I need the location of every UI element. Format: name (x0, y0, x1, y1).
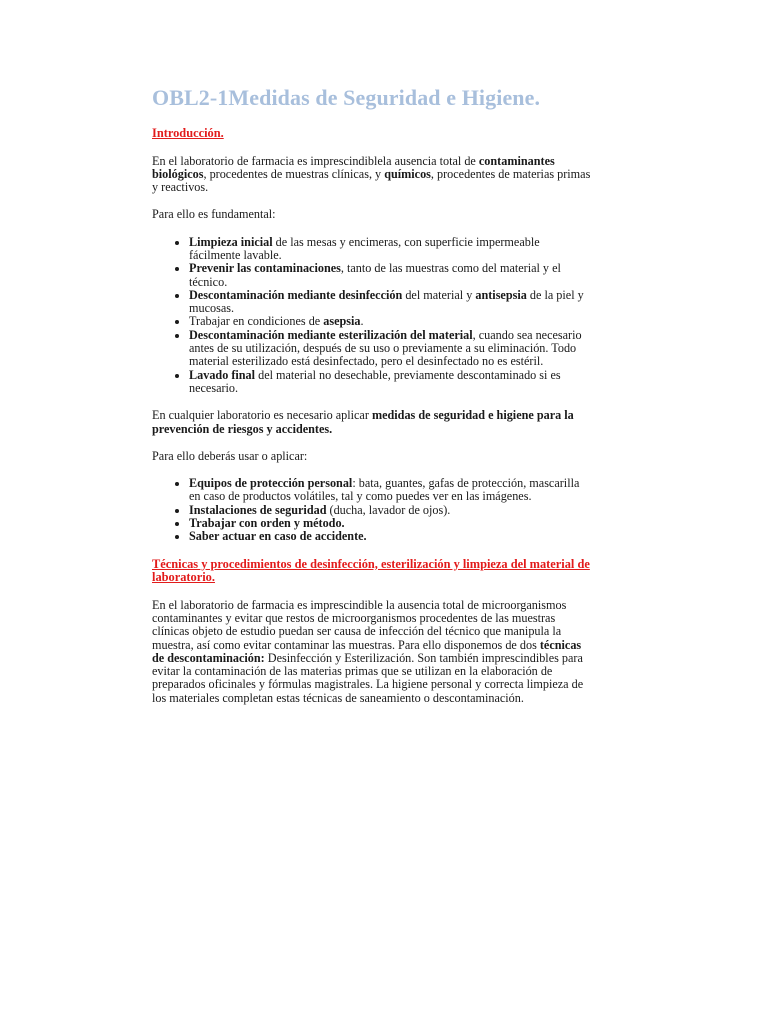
list-item: • Instalaciones de seguridad (ducha, lavador de ojos). (189, 504, 592, 517)
list-item: • Trabajar en condiciones de asepsia. (189, 315, 592, 328)
intro-heading: Introducción. (152, 126, 224, 140)
techniques-paragraph: En el laboratorio de farmacia es imprescindible la ausencia total de microorganismos contaminantes y evitar que restos de microorganismos procedentes de las muestras clínicas objeto de estudio puedan ser causa de infección del técnico que manipula la muestra, así como evitar contaminar las muestras. Para ello disponemos de dos técnicas de descontaminación: Desinfección y Esterilización. Son también imprescindibles para evitar la contaminación de las materias primas que se utilizan en la elaboración de preparados oficinales y fórmulas magistrales. La higiene personal y correcta limpieza de los materiales completan estas técnicas de saneamiento o descontaminación. (152, 597, 584, 705)
list-item: • Lavado final del material no desechable, previamente descontaminado si es necesario. (189, 369, 592, 396)
intro-paragraph-3: En cualquier laboratorio es necesario aplicar medidas de seguridad e higiene para la prevención de riesgos y accidentes. (152, 408, 574, 436)
intro-paragraph-1: En el laboratorio de farmacia es imprescindiblela ausencia total de contaminantes biológicos, procedentes de muestras clínicas, y químicos, procedentes de materias primas y reactivos. (152, 153, 591, 195)
list-item: • Equipos de protección personal: bata, guantes, gafas de protección, mascarilla en caso de productos volátiles, tal y como puedes ver en las imágenes. (189, 477, 592, 504)
list-item: • Prevenir las contaminaciones, tanto de las muestras como del material y el técnico. (189, 262, 592, 289)
intro-paragraph-4: Para ello deberás usar o aplicar: (152, 448, 308, 463)
list-item: • Descontaminación mediante desinfección del material y antisepsia de la piel y mucosas. (189, 289, 592, 316)
techniques-heading: Técnicas y procedimientos de desinfección, esterilización y limpieza del material de laboratorio. (152, 556, 590, 585)
list-item: • Trabajar con orden y método. (189, 517, 592, 530)
intro-paragraph-2: Para ello es fundamental: (152, 207, 276, 222)
fundamentals-list (152, 236, 592, 396)
list-item: • Limpieza inicial de las mesas y encimeras, con superficie impermeable fácilmente lavable. (189, 236, 592, 263)
list-item: • Descontaminación mediante esterilización del material, cuando sea necesario antes de su utilización, después de su uso o previamente a su eliminación. Todo material esterilizado está desinfectado, pero el desinfectado no es estéril. (189, 329, 592, 369)
document-title: OBL2-1Medidas de Seguridad e Higiene. (152, 85, 541, 110)
list-item: • Saber actuar en caso de accidente. (189, 530, 592, 543)
measures-list (152, 477, 592, 543)
document-content (152, 85, 592, 719)
